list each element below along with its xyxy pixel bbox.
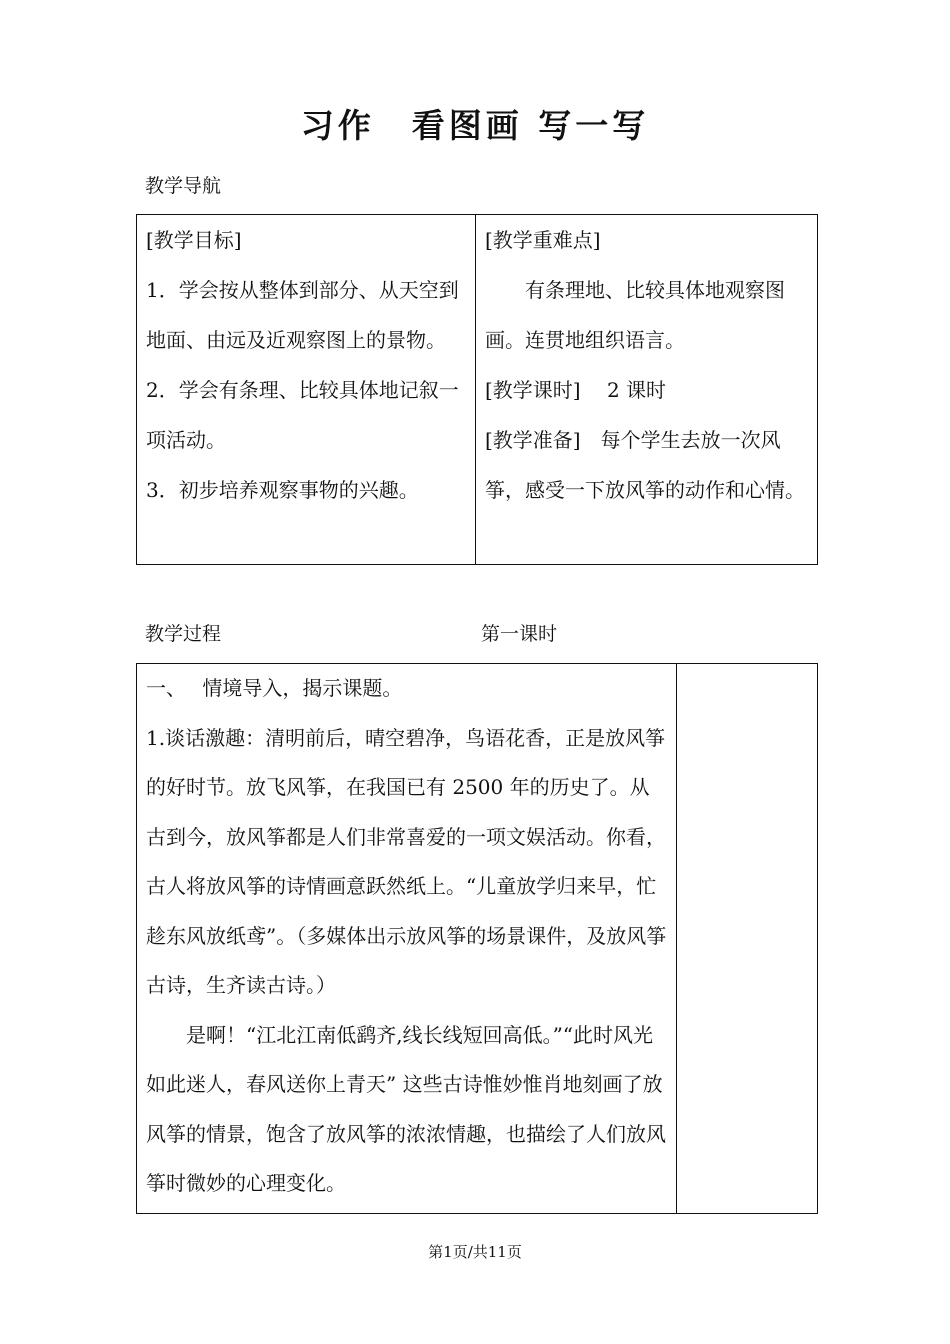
process-paragraph-1: 1.谈话激趣：清明前后，晴空碧净，鸟语花香，正是放风筝的好时节。放飞风筝，在我国已有 2500 年的历史了。从古到今，放风筝都是人们非常喜爱的一项文娱活动。你看，古人将放风筝的诗情画意跃然纸上。“儿童放学归来早，忙趁东风放纸鸢”。（多媒体出示放风筝的场景课件，及放风筝古诗，生齐读古诗。） xyxy=(146,725,667,997)
preparation-line: [教学准备] 每个学生去放一次风筝，感受一下放风筝的动作和心情。 xyxy=(485,428,805,502)
process-notes-cell xyxy=(677,664,818,1214)
key-points-text: 有条理地、比较具体地观察图画。连贯地组织语言。 xyxy=(485,278,785,352)
objectives-heading: [教学目标] xyxy=(146,228,242,252)
overview-table xyxy=(136,214,818,565)
class-hours-line: [教学课时] 2 课时 xyxy=(485,378,667,402)
lesson-label: 第一课时 xyxy=(481,623,558,645)
process-paragraph-2: 是啊！“江北江南低鹞齐,线长线短回高低。”“此时风光如此迷人，春风送你上青天” 这些古诗惟妙惟肖地刻画了放风筝的情景，饱含了放风筝的浓浓情趣，也描绘了人们放风筝时微妙的心理变化。 xyxy=(146,1022,666,1195)
process-section-heading: 一、 情境导入，揭示课题。 xyxy=(146,676,403,700)
objective-item-1: 1．学会按从整体到部分、从天空到地面、由远及近观察图上的景物。 xyxy=(146,278,459,352)
key-points-heading: [教学重难点] xyxy=(485,228,601,252)
page-title: 习作 看图画 写一写 xyxy=(300,106,650,145)
objectives-cell xyxy=(137,215,476,565)
process-main-cell xyxy=(137,664,677,1214)
page-footer: 第1页/共11页 xyxy=(428,1243,522,1261)
process-table xyxy=(136,663,818,1214)
key-points-cell xyxy=(476,215,818,565)
teaching-nav-label: 教学导航 xyxy=(145,175,222,197)
teaching-process-label: 教学过程 xyxy=(145,623,222,645)
objective-item-2: 2．学会有条理、比较具体地记叙一项活动。 xyxy=(146,378,459,452)
objective-item-3: 3．初步培养观察事物的兴趣。 xyxy=(146,478,419,502)
